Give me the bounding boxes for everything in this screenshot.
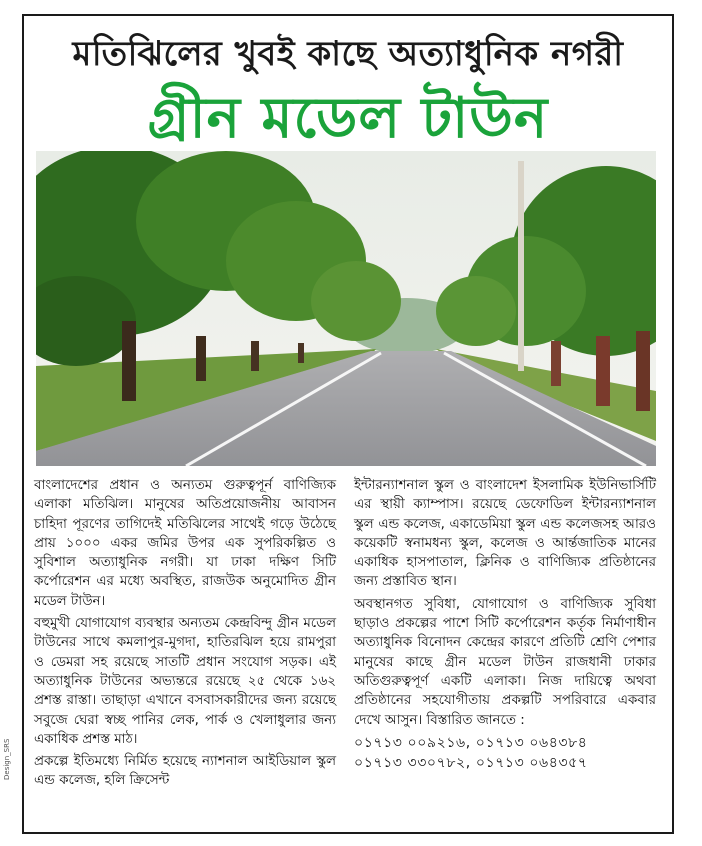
right-text-column (354, 476, 656, 773)
ad-title: গ্রীন মডেল টাউন (147, 86, 549, 151)
paragraph-schools: ইন্টারন্যাশনাল স্কুল ও বাংলাদেশ ইসলামিক ইউনিভার্সিটি এর স্থায়ী ক্যাম্পাস। রয়েছে ডেফোডিল ইন্টারন্যাশনাল স্কুল এন্ড কলেজ, একাডেমিয়া স্কুল এন্ড কলেজসহ আরও কয়েকটি স্বনামধন্য স্কুল, কলেজ ও আর্ন্তজাতিক মানের একাধিক হাসপাতাল, ক্লিনিক ও বাণিজ্যিক প্রতিষ্ঠানের জন্য প্রস্তাবিত স্থান। (354, 478, 656, 590)
left-text-column (34, 476, 336, 794)
phone-numbers (354, 733, 656, 773)
tree-lined-road-photo (36, 151, 656, 466)
paragraph-intro: বাংলাদেশের প্রধান ও অন্যতম গুরুত্বপূর্ন বাণিজ্যিক এলাকা মতিঝিল। মানুষের অতিপ্রয়োজনীয় আবাসন চাহিদা পূরণের তাগিদেই মতিঝিলের সাথেই গড়ে উঠেছে প্রায় ১০০০ একর জমির উপর এক সুপরিকল্পিত ও সুবিশাল অত্যাধুনিক নগরী। যা ঢাকা দক্ষিণ সিটি কর্পোরেশন এর মধ্যে অবস্থিত, রাজউক অনুমোদিত গ্রীন মডেল টাউন। (34, 478, 336, 609)
paragraph-transport: বহুমুখী যোগাযোগ ব্যবস্থার অন্যতম কেন্দ্রবিন্দু গ্রীন মডেল টাউনের সাথে কমলাপুর-মুগদা, হাতিরঝিল হয়ে রামপুরা ও ডেমরা সহ রয়েছে সাতটি প্রধান সংযোগ সড়ক। এই অত্যাধুনিক টাউনের অভ্যন্তরে রয়েছে ২৫ থেকে ১৬২ প্রশস্ত রাস্তা। তাছাড়া এখানে বসবাসকারীদের জন্য রয়েছে সবুজে ঘেরা স্বচ্ছ পানির লেক, পার্ক ও খেলাধুলার জন্য একাধিক প্রশস্ত মাঠ। (34, 616, 336, 747)
advertisement-frame (22, 14, 674, 834)
phone-line-1: ০১৭১৩ ০০৯২১৬, ০১৭১৩ ০৬৪৩৮৪ (354, 734, 588, 751)
road-illustration (36, 151, 656, 466)
design-credit: Design_SRS (3, 738, 11, 780)
phone-line-2: ০১৭১৩ ৩৩০৭৮২, ০১৭১৩ ০৬৪৩৫৭ (354, 754, 588, 771)
paragraph-institutions: প্রকল্পে ইতিমধ্যে নির্মিত হয়েছে ন্যাশনাল আইডিয়াল স্কুল এন্ড কলেজ, হলি ক্রিসেন্ট (34, 754, 336, 789)
headline: মতিঝিলের খুবই কাছে অত্যাধুনিক নগরী (72, 34, 624, 74)
paragraph-benefits: অবস্থানগত সুবিধা, যোগাযোগ ও বাণিজ্যিক সুবিধা ছাড়াও প্রকল্পের পাশে সিটি কর্পোরেশন কর্তৃক নির্মাণাধীন অত্যাধুনিক বিনোদন কেন্দ্রের কারণে প্রতিটি শ্রেণি পেশার মানুষের কাছে গ্রীন মডেল টাউন রাজধানী ঢাকার অতিগুরুত্বপূর্ণ একটি এলাকা। নিজ দায়িত্বে অথবা প্রতিষ্ঠানের সহযোগীতায় প্রকল্পটি সপরিবারে একবার দেখে আসুন। বিস্তারিত জানতে : (354, 596, 656, 728)
